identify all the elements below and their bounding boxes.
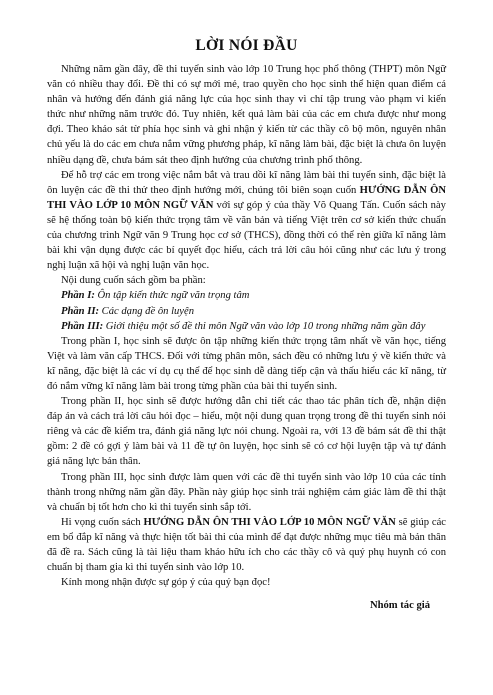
paragraph-purpose	[47, 168, 446, 274]
part-item-3	[47, 319, 446, 334]
part-label: Phần II:	[61, 305, 99, 317]
paragraph-part-3: Trong phần III, học sinh được làm quen với các đề thi tuyển sinh vào lớp 10 của các tỉnh thành trong những năm gần đây. Phần này giúp học sinh trải nghiệm cảm giác làm đề thi thật và chuẩn bị tốt hơn cho kì thi tuyển sinh sắp tới.	[47, 471, 446, 513]
part-text: Giới thiệu một số đề thi môn Ngữ văn vào lớp 10 trong những năm gần đây	[103, 320, 426, 332]
paragraph-part-2: Trong phần II, học sinh sẽ được hướng dẫn chi tiết các thao tác phân tích đề, nhận diện đáp án và cách trả lời câu hỏi đọc – hiểu, một nội dung quan trọng trong đề thi tuyển sinh nói riêng và các đề kiểm tra, đánh giá năng lực nói chung. Ngoài ra, với 13 đề bám sát đề thi thật gồm: 2 đề có gợi ý làm bài và 11 đề tự ôn luyện, học sinh sẽ có cơ hội luyện tập và tự đánh giá năng lực bản thân.	[47, 396, 446, 468]
paragraph-contents-intro: Nội dung cuốn sách gồm ba phần:	[61, 275, 206, 287]
part-item-1	[47, 288, 446, 303]
paragraph-hope	[47, 515, 446, 575]
paragraph-part-1: Trong phần I, học sinh sẽ được ôn tập những kiến thức trọng tâm nhất về văn học, tiếng Việt và làm văn cấp THCS. Đối với từng phân môn, sách đều có những lưu ý về kiến thức và kĩ năng, đặc biệt là các ví dụ cụ thể để học sinh dễ dàng tiếp cận và thấu hiểu các kĩ năng, từ đó nắm vững kĩ năng làm bài trong từng phần của bài thi tuyển sinh.	[47, 335, 446, 392]
part-label: Phần I:	[61, 290, 95, 302]
part-item-2	[47, 304, 446, 319]
part-text: Ôn tập kiến thức ngữ văn trọng tâm	[94, 290, 250, 302]
paragraph-text: Hi vọng cuốn sách	[61, 516, 144, 528]
paragraph-intro: Những năm gần đây, đề thi tuyển sinh vào lớp 10 Trung học phổ thông (THPT) môn Ngữ văn có nhiều thay đổi. Đề thi có sự mới mẻ, trao quyền cho học sinh thể hiện quan điểm cá nhân và hướng đến đánh giá năng lực của học sinh thay vì chỉ tập trung vào phạm vi kiến thức như những năm trước đó. Tuy nhiên, kết quả làm bài của các em chưa được như mong đợi. Theo khảo sát từ phía học sinh và ghi nhận ý kiến từ các thầy cô bộ môn, nguyên nhân chủ yếu là do các em chưa nắm vững phương pháp, kĩ năng làm bài, đặc biệt là chưa ôn luyện nhiều dạng đề, chưa bám sát theo định hướng của chương trình phổ thông.	[47, 64, 446, 166]
part-text: Các dạng đề ôn luyện	[98, 305, 195, 317]
signature: Nhóm tác giả	[369, 600, 430, 612]
page-title: LỜI NÓI ĐẦU	[195, 37, 298, 54]
part-label: Phần III:	[61, 320, 104, 332]
paragraph-text: sẽ giúp các em bổ đắp kĩ năng và thực hiện tốt bài thi của mình để đạt được những mục tiêu mà bản thân đã đề ra. Sách cũng là tài liệu tham khảo hữu ích cho các thầy cô và quý phụ huynh có con chuẩn bị tham gia kì thi tuyển sinh vào lớp 10.	[47, 516, 447, 574]
paragraph-text: Để hỗ trợ các em trong việc nắm bắt và trau dồi kĩ năng làm bài thi tuyển sinh, đặc biệt là ôn luyện các đề thi thử theo định hướng mới, chúng tôi biên soạn cuốn	[47, 169, 446, 196]
book-title-highlight: HƯỚNG DẪN ÔN THI VÀO LỚP 10 MÔN NGỮ VĂN	[143, 516, 396, 528]
paragraph-text: với sự góp ý của thầy Võ Quang Tấn. Cuốn sách này sẽ hệ thống toàn bộ kiến thức trọng tâm về văn bản và tiếng Việt trên cơ sở kiến thức chuẩn của chương trình Ngữ văn 9 Trung học cơ sở (THCS), đồng thời có thể rèn giữa kĩ năng làm bài khi vận dụng được các bí quyết đọc hiểu, cách trả lời câu hỏi cũng như các lưu ý trong nghị luận xã hội và nghị luận văn học.	[47, 199, 446, 272]
book-title-highlight: HƯỚNG DẪN ÔN THI VÀO LỚP 10 MÔN NGỮ VĂN	[47, 184, 446, 211]
paragraph-closing: Kính mong nhận được sự góp ý của quý bạn đọc!	[61, 577, 271, 589]
